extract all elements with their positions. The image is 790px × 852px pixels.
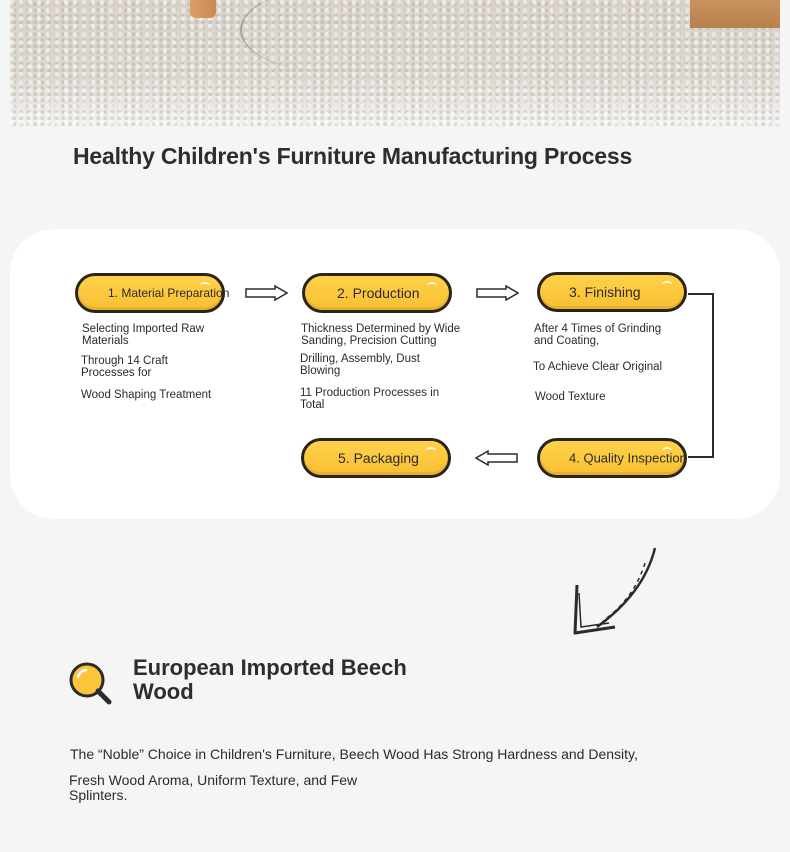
arrow-right-icon xyxy=(476,285,520,301)
step-label: 3. Finishing xyxy=(569,284,641,300)
hand-drawn-arrow-icon xyxy=(567,545,662,640)
step-production xyxy=(302,273,452,313)
wood-floor xyxy=(690,0,780,28)
magnifier-icon xyxy=(67,660,115,708)
step-description: Selecting Imported Raw Materials xyxy=(82,323,205,347)
step-packaging xyxy=(301,438,451,478)
step-description: Drilling, Assembly, Dust Blowing xyxy=(300,353,420,377)
step-finishing xyxy=(537,272,687,312)
wood-description: Fresh Wood Aroma, Uniform Texture, and Few Splinters. xyxy=(69,772,358,803)
shine-decoration xyxy=(427,282,437,289)
section-title: European Imported Beech Wood xyxy=(133,655,407,704)
step-description: After 4 Times of Grinding and Coating, xyxy=(534,323,662,347)
step-description: Thickness Determined by Wide Sanding, Precision Cutting xyxy=(301,323,461,347)
step-quality-inspection xyxy=(537,438,687,478)
page-title: Healthy Children's Furniture Manufacturing Process xyxy=(73,143,633,169)
step-material-preparation xyxy=(75,273,230,313)
rug-pattern xyxy=(240,0,402,70)
arrow-left-icon xyxy=(474,450,518,466)
step-label: 5. Packaging xyxy=(338,450,419,466)
chair-leg xyxy=(190,0,216,18)
step-description: To Achieve Clear Original xyxy=(533,361,663,373)
step-description: Wood Shaping Treatment xyxy=(81,389,212,401)
step-label: 1. Material Preparation xyxy=(108,286,230,300)
step-description: 11 Production Processes in Total xyxy=(300,387,440,411)
step-label: 4. Quality Inspection xyxy=(569,450,687,466)
product-photo xyxy=(10,0,780,128)
shine-decoration xyxy=(662,281,672,288)
shine-decoration xyxy=(662,447,672,454)
shine-decoration xyxy=(200,282,210,289)
shine-decoration xyxy=(426,447,436,454)
wood-description: The “Noble” Choice in Children's Furniture, Beech Wood Has Strong Hardness and Density, xyxy=(70,746,638,762)
step-description: Through 14 Craft Processes for xyxy=(81,355,168,379)
step-description: Wood Texture xyxy=(535,391,606,403)
flow-connector xyxy=(688,293,714,458)
step-label: 2. Production xyxy=(337,285,420,301)
arrow-right-icon xyxy=(245,285,289,301)
